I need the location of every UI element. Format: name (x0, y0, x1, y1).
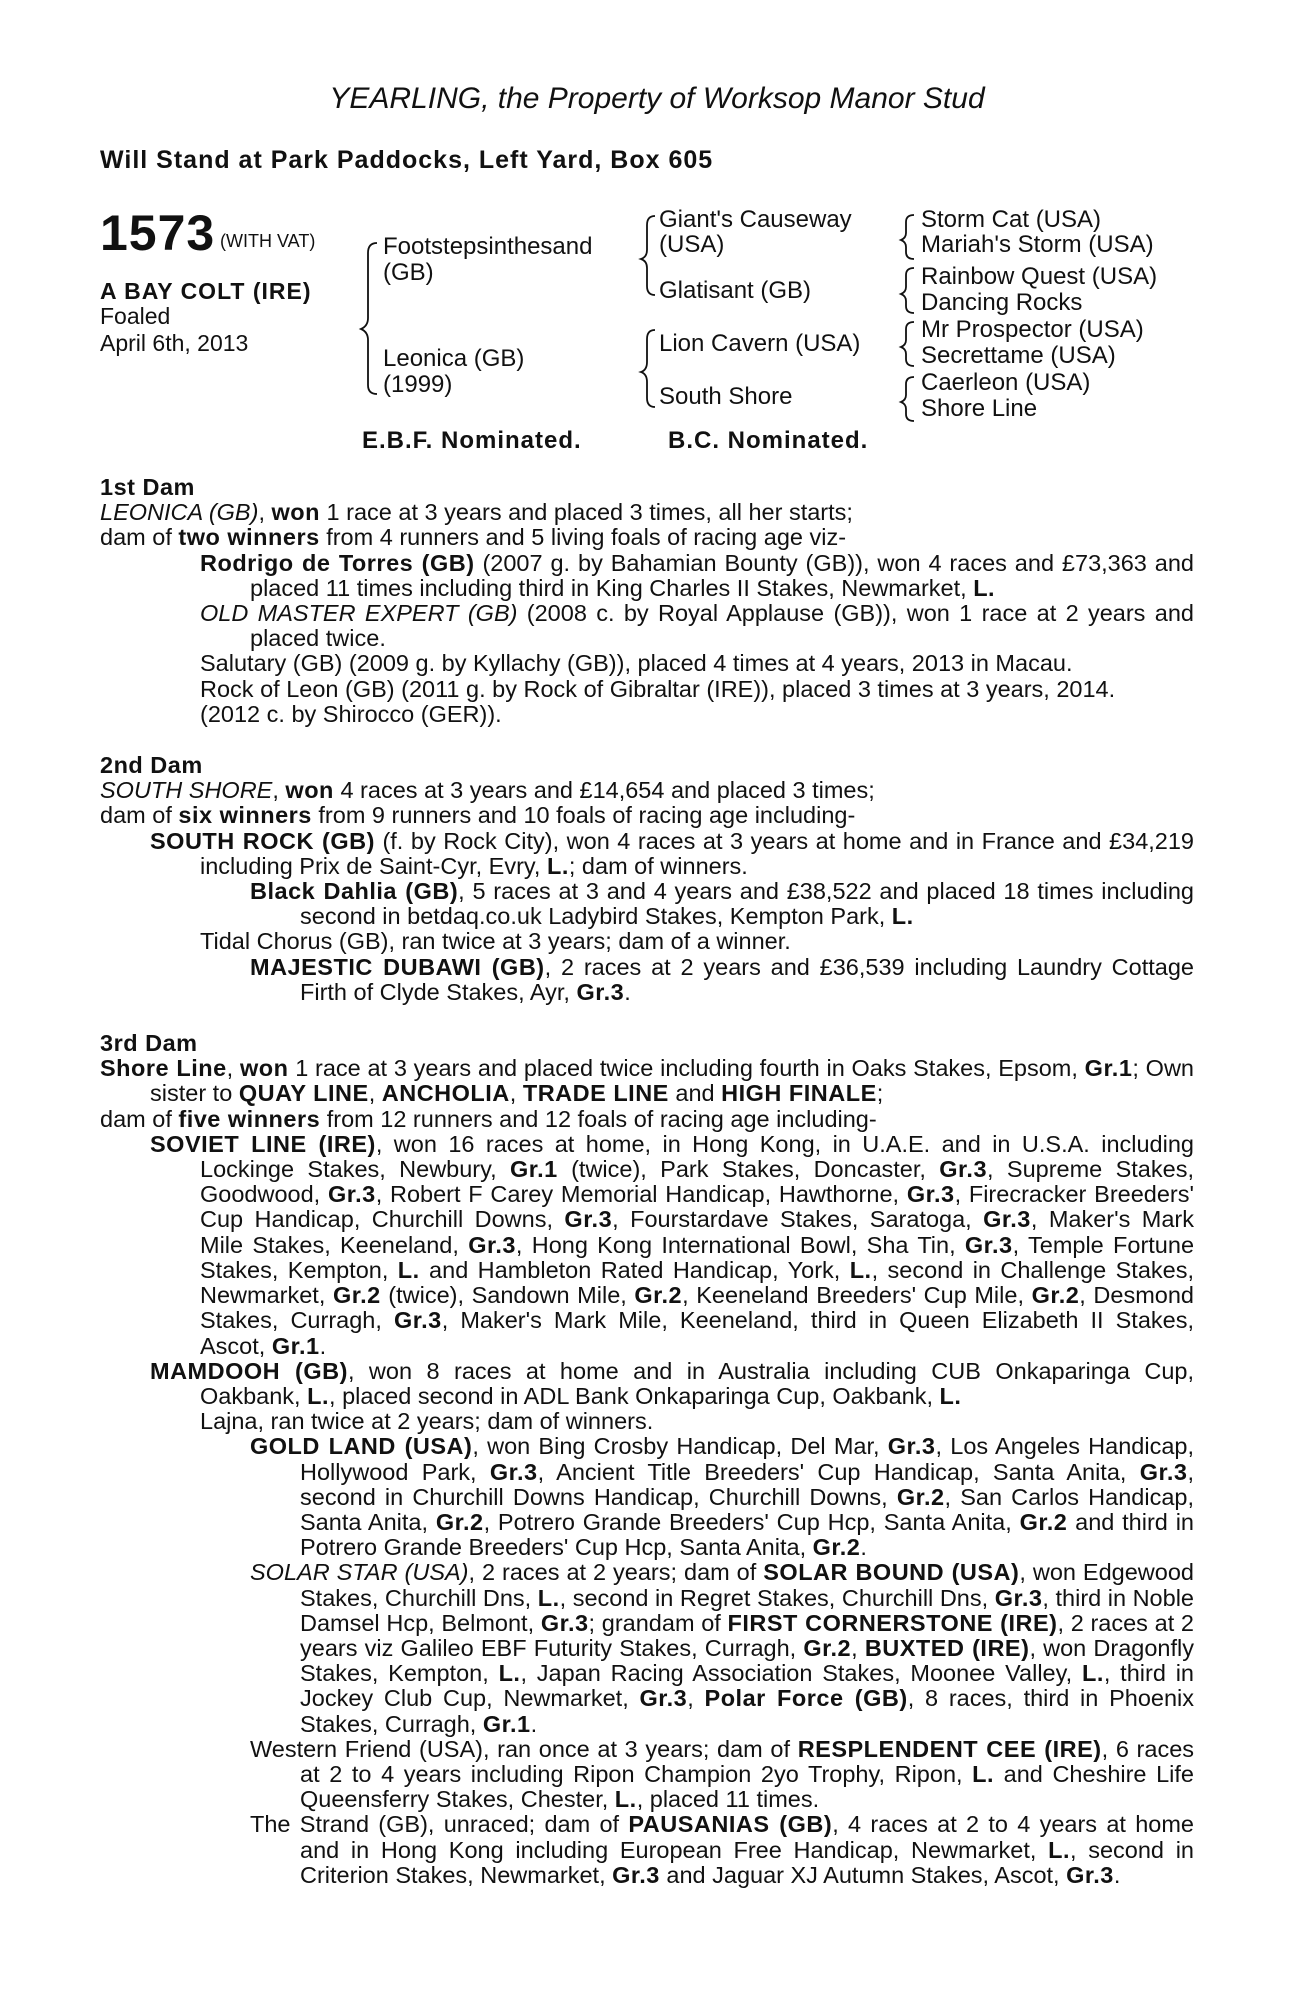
produce-4: Rock of Leon (GB) (2011 g. by Rock of Gibraltar (IRE)), placed 3 times at 3 years, 2014. (200, 675, 1116, 702)
dam-sire: Lion Cavern (USA) (659, 330, 861, 357)
first-dam-heading: 1st Dam (100, 474, 195, 500)
second-dam-runner-4: MAJESTIC DUBAWI (GB), 2 races at 2 years and £36,539 including Laundry Cottage Firth of Clyde Stakes, Ayr, Gr.3. (250, 953, 1194, 1005)
third-dam-runner-2: MAMDOOH (GB), won 8 races at home and in Australia including CUB Onkaparinga Cup, Oakbank, L., placed second in ADL Bank Onkaparinga Cup, Oakbank, L. (150, 1357, 1194, 1409)
lot-description: A BAY COLT (IRE) (100, 278, 312, 304)
gen3-7: Caerleon (USA) (921, 369, 1091, 396)
first-dam-produce: dam of two winners from 4 runners and 5 living foals of racing age viz- (100, 524, 847, 551)
produce-1: Rodrigo de Torres (GB) (2007 g. by Bahamian Bounty (GB)), won 4 races and £73,363 and placed 11 times including third in King Charles II Stakes, Newmarket, L. (200, 549, 1195, 601)
third-dam-runner-1: SOVIET LINE (IRE), won 16 races at home, in Hong Kong, in U.A.E. and in U.S.A. including Lockinge Stakes, Newbury, Gr.1 (twice), Park Stakes, Doncaster, Gr.3, Supreme Stakes, Goodwood, Gr.3, Robert F Carey Memorial Handicap, Hawthorne, Gr.3, Firecracker Breeders' Cup Handicap, Churchill Downs, Gr.3, Fourstardave Stakes, Saratoga, Gr.3, Maker's Mark Mile Stakes, Keeneland, Gr.3, Hong Kong International Bowl, Sha Tin, Gr.3, Temple Fortune Stakes, Kempton, L. and Hambleton Rated Handicap, York, L., second in Challenge Stakes, Newmarket, Gr.2 (twice), Sandown Mile, Gr.2, Keeneland Breeders' Cup Mile, Gr.2, Desmond Stakes, Curragh, Gr.3, Maker's Mark Mile, Keeneland, third in Queen Elizabeth II Stakes, Ascot, Gr.1. (150, 1130, 1195, 1359)
gen3-1: Storm Cat (USA) (921, 206, 1102, 233)
lot-number: 1573 (100, 205, 216, 261)
foaled-label: Foaled (100, 303, 171, 329)
dam-dam: South Shore (659, 383, 793, 410)
bc-nominated: B.C. Nominated. (668, 427, 869, 454)
second-dam-runner-3: Tidal Chorus (GB), ran twice at 3 years; dam of a winner. (200, 928, 791, 955)
produce-2: OLD MASTER EXPERT (GB) (2008 c. by Royal Applause (GB)), won 1 race at 2 years and placed twice. (200, 600, 1194, 652)
catalogue-body (100, 475, 1194, 1888)
page-title: YEARLING, the Property of Worksop Manor Stud (329, 82, 985, 115)
second-dam-runner-1: SOUTH ROCK (GB) (f. by Rock City), won 4 races at 3 years at home and in France and £34,219 including Prix de Saint-Cyr, Evry, L.; dam of winners. (150, 827, 1194, 879)
third-dam-runner-4: GOLD LAND (USA), won Bing Crosby Handicap, Del Mar, Gr.3, Los Angeles Handicap, Hollywood Park, Gr.3, Ancient Title Breeders' Cup Handicap, Santa Anita, Gr.3, second in Churchill Downs Handicap, Churchill Downs, Gr.2, San Carlos Handicap, Santa Anita, Gr.2, Potrero Grande Breeders' Cup Hcp, Santa Anita, Gr.2 and third in Potrero Grande Breeders' Cup Hcp, Santa Anita, Gr.2. (250, 1433, 1195, 1561)
vat-note: (WITH VAT) (220, 231, 316, 251)
second-dam-runner-2: Black Dahlia (GB), 5 races at 3 and 4 years and £38,522 and placed 18 times including second in betdaq.co.uk Ladybird Stakes, Kempton Park, L. (250, 878, 1194, 930)
sire-origin: (GB) (383, 259, 434, 286)
produce-3: Salutary (GB) (2009 g. by Kyllachy (GB)), placed 4 times at 4 years, 2013 in Macau. (200, 650, 1073, 677)
second-dam-line: SOUTH SHORE, won 4 races at 3 years and £14,654 and placed 3 times; (100, 777, 875, 804)
pedigree-brackets (0, 0, 1314, 460)
dam-name: Leonica (GB) (383, 345, 525, 372)
gen3-6: Secrettame (USA) (921, 342, 1116, 369)
third-dam-heading: 3rd Dam (100, 1030, 198, 1057)
foaled-date: April 6th, 2013 (100, 330, 249, 356)
produce-5: (2012 c. by Shirocco (GER)). (200, 700, 502, 727)
third-dam-runner-3: Lajna, ran twice at 2 years; dam of winners. (200, 1408, 654, 1435)
stand-location: Will Stand at Park Paddocks, Left Yard, Box 605 (100, 146, 714, 174)
third-dam-runner-6: Western Friend (USA), ran once at 3 years; dam of RESPLENDENT CEE (IRE), 6 races at 2 to 4 years including Ripon Champion 2yo Trophy, Ripon, L. and Cheshire Life Queensferry Stakes, Chester, L., placed 11 times. (250, 1735, 1195, 1813)
second-dam-heading: 2nd Dam (100, 752, 203, 779)
third-dam-produce: dam of five winners from 12 runners and 12 foals of racing age including- (100, 1105, 877, 1132)
second-dam-produce: dam of six winners from 9 runners and 10 foals of racing age including- (100, 802, 856, 829)
third-dam-runner-7: The Strand (GB), unraced; dam of PAUSANIAS (GB), 4 races at 2 to 4 years at home and in Hong Kong including European Free Handicap, Newmarket, L., second in Criterion Stakes, Newmarket, Gr.3 and Jaguar XJ Autumn Stakes, Ascot, Gr.3. (250, 1811, 1195, 1888)
gen3-4: Dancing Rocks (921, 289, 1083, 316)
sire-sire-name: Giant's Causeway (659, 206, 852, 233)
third-dam-line: Shore Line, won 1 race at 3 years and placed twice including fourth in Oaks Stakes, Epsom, Gr.1; Own sister to QUAY LINE, ANCHOLIA, TRADE LINE and HIGH FINALE; (100, 1055, 1195, 1107)
gen3-2: Mariah's Storm (USA) (921, 231, 1154, 258)
gen3-8: Shore Line (921, 395, 1038, 422)
third-dam-runner-5: SOLAR STAR (USA), 2 races at 2 years; dam of SOLAR BOUND (USA), won Edgewood Stakes, Churchill Dns, L., second in Regret Stakes, Churchill Dns, Gr.3, third in Noble Damsel Hcp, Belmont, Gr.3; grandam of FIRST CORNERSTONE (IRE), 2 races at 2 years viz Galileo EBF Futurity Stakes, Curragh, Gr.2, BUXTED (IRE), won Dragonfly Stakes, Kempton, L., Japan Racing Association Stakes, Moonee Valley, L., third in Jockey Club Cup, Newmarket, Gr.3, Polar Force (GB), 8 races, third in Phoenix Stakes, Curragh, Gr.1. (250, 1559, 1195, 1737)
gen3-5: Mr Prospector (USA) (921, 316, 1144, 343)
sire-dam: Glatisant (GB) (659, 277, 812, 304)
sire-name: Footstepsinthesand (383, 233, 593, 260)
ebf-nominated: E.B.F. Nominated. (362, 427, 582, 454)
first-dam-line: LEONICA (GB), won 1 race at 3 years and placed 3 times, all her starts; (100, 499, 853, 526)
gen3-3: Rainbow Quest (USA) (921, 263, 1158, 290)
sire-sire-origin: (USA) (659, 231, 725, 258)
dam-year: (1999) (383, 371, 453, 398)
